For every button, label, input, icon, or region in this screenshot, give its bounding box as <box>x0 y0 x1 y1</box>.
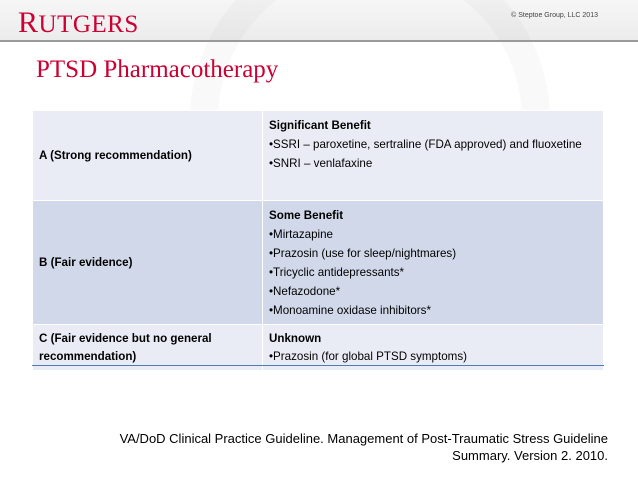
table-row <box>33 201 604 325</box>
recommendation-level: A (Strong recommendation) <box>33 111 263 201</box>
copyright-notice: © Steptoe Group, LLC 2013 <box>511 12 598 19</box>
pharmacotherapy-table <box>32 110 604 371</box>
table-row <box>33 111 604 201</box>
benefit-heading: Some Benefit <box>269 209 344 222</box>
drug-item: •Prazosin (for global PTSD symptoms) <box>269 349 467 363</box>
benefit-cell <box>263 201 604 325</box>
citation <box>28 430 608 464</box>
benefit-cell <box>263 111 604 201</box>
drug-item: •SSRI – paroxetine, sertraline (FDA approved) and fluoxetine <box>269 138 582 151</box>
drug-item: •Tricyclic antidepressants* <box>269 266 405 279</box>
drug-item: •Mirtazapine <box>269 228 333 241</box>
benefit-cell <box>263 325 604 371</box>
citation-line: VA/DoD Clinical Practice Guideline. Management of Post-Traumatic Stress Guideline <box>119 431 608 446</box>
recommendation-level: B (Fair evidence) <box>33 201 263 325</box>
recommendation-level: C (Fair evidence but no general recommendation) <box>33 325 263 371</box>
drug-item: •SNRI – venlafaxine <box>269 157 373 170</box>
benefit-heading: Unknown <box>269 331 322 345</box>
table-row <box>33 325 604 371</box>
citation-line: Summary. Version 2. 2010. <box>452 448 608 463</box>
table-bottom-border <box>32 365 604 366</box>
drug-item: •Monoamine oxidase inhibitors* <box>269 304 431 317</box>
slide-title: PTSD Pharmacotherapy <box>36 56 279 83</box>
rutgers-logo: RUTGERS <box>18 6 139 39</box>
drug-item: •Prazosin (use for sleep/nightmares) <box>269 247 457 260</box>
drug-item: •Nefazodone* <box>269 285 341 298</box>
benefit-heading: Significant Benefit <box>269 119 371 132</box>
header-divider <box>0 40 638 42</box>
